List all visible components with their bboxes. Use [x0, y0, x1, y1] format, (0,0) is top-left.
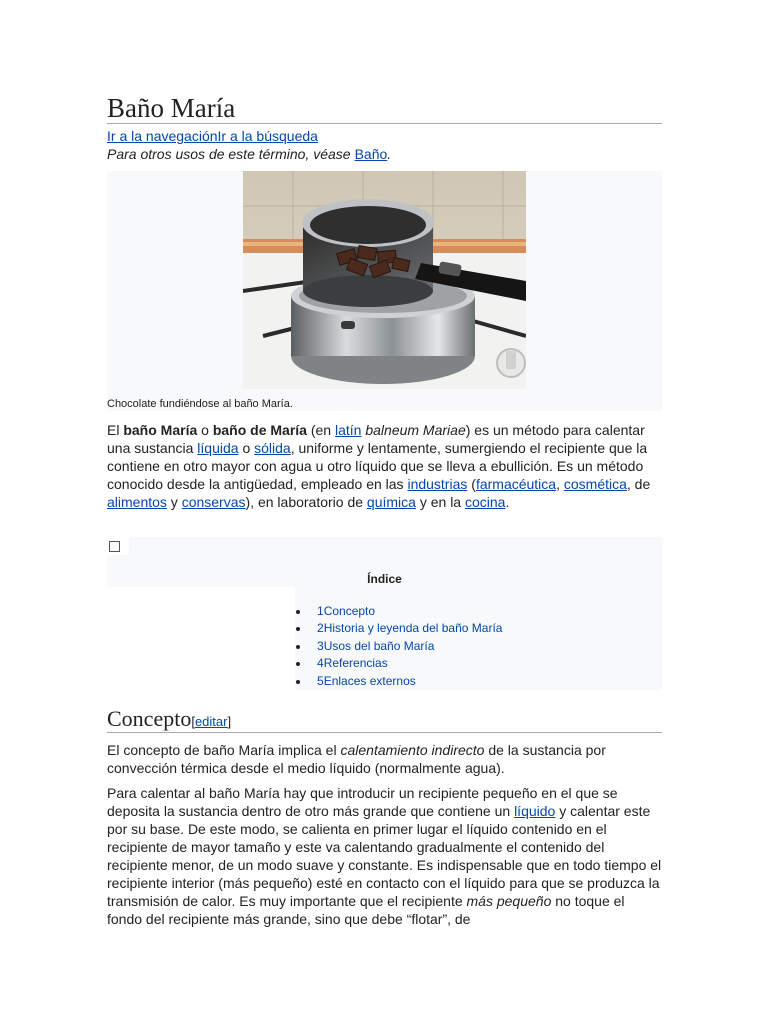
link-quimica[interactable]: química: [366, 494, 416, 510]
edit-link[interactable]: editar: [194, 714, 228, 729]
text: Para calentar al baño María hay que introducir un recipiente pequeño en el que se deposita la sustancia dentro de otro más grande que contiene un: [107, 785, 618, 819]
toc-number: 3: [317, 638, 324, 653]
hatnote-link[interactable]: Baño: [354, 146, 388, 162]
text: y calentar este por su base. De este modo, se calienta en primer lugar el líquido contenido en el recipiente de mayor tamaño y este va calentando gradualmente el contenido del recipiente menor, de un modo suave y constante. Es indispensable que en todo tiempo el recipiente interior (más pequeño) esté en contacto con el líquido para que se produzca la transmisión de calor. Es muy importante que el recipiente: [107, 803, 662, 909]
section-edit: [191, 714, 231, 729]
chocolate-double-boiler-photo[interactable]: [243, 171, 526, 389]
hatnote-text: Para otros usos de este término, véase: [107, 146, 351, 162]
toc-item-enlaces[interactable]: [295, 673, 502, 690]
toc-number: 4: [317, 656, 324, 671]
toc-toggle[interactable]: [107, 537, 129, 555]
toc-label[interactable]: Referencias: [323, 656, 388, 671]
toc-label[interactable]: Usos del baño María: [323, 638, 435, 653]
italic-term: calentamiento indirecto: [340, 742, 485, 758]
text: no toque el fondo del recipiente más grande, sino que debe “flotar”, de: [107, 893, 625, 927]
toc-item-referencias[interactable]: [295, 655, 502, 672]
text: (: [467, 476, 476, 492]
toc-number: 2: [317, 621, 324, 636]
edit-bracket: ]: [227, 714, 232, 729]
toc-item-concepto[interactable]: [295, 603, 502, 620]
page-title: Baño María: [107, 92, 662, 124]
jump-to-navigation-link[interactable]: Ir a la navegación: [107, 128, 218, 144]
text: ), en laboratorio de: [245, 494, 367, 510]
toc-title: Índice: [367, 572, 402, 586]
concepto-paragraph-2: [107, 784, 662, 928]
section-heading-concepto: [107, 706, 662, 733]
concepto-paragraph-1: [107, 741, 662, 777]
text: de la sustancia por convección térmica desde el medio líquido (normalmente agua).: [107, 742, 606, 776]
text: El concepto de baño María implica el: [107, 742, 341, 758]
bold-term: baño de María: [212, 422, 307, 438]
text: y: [166, 494, 182, 510]
link-cocina[interactable]: cocina: [464, 494, 506, 510]
italic-term: más pequeño: [466, 893, 552, 909]
link-farmaceutica[interactable]: farmacéutica: [475, 476, 557, 492]
bold-term: baño María: [123, 422, 198, 438]
jump-links: [107, 128, 318, 145]
link-conservas[interactable]: conservas: [181, 494, 246, 510]
link-cosmetica[interactable]: cosmética: [563, 476, 627, 492]
text: ) es un método para calentar una sustancia: [107, 422, 645, 456]
toc-label[interactable]: Enlaces externos: [323, 673, 416, 688]
link-alimentos[interactable]: alimentos: [107, 494, 167, 510]
text: , uniforme y lentamente, sumergiendo el recipiente que la contiene en otro mayor con agua u otro líquido que se lleva a ebullición. Es un método conocido desde la antigüedad, empleado en las: [107, 440, 648, 492]
figure-caption: Chocolate fundiéndose al baño María.: [107, 398, 293, 410]
hatnote-end: .: [387, 146, 392, 162]
text: o: [238, 440, 255, 456]
text: y en la: [415, 494, 465, 510]
section-heading-text: Concepto: [107, 706, 192, 731]
toc-item-historia[interactable]: [295, 620, 502, 637]
hatnote: [107, 146, 391, 163]
italic-term: balneum Mariae: [365, 422, 466, 438]
link-liquida[interactable]: líquida: [197, 440, 239, 456]
text: ,: [556, 476, 564, 492]
toc-number: 5: [317, 673, 324, 688]
figure: [107, 171, 662, 411]
toc-item-usos[interactable]: [295, 638, 502, 655]
toc-list: [295, 603, 502, 690]
text: El: [107, 422, 124, 438]
toc-blank-area: [107, 587, 295, 690]
toc-label[interactable]: Historia y leyenda del baño María: [323, 621, 503, 636]
intro-paragraph: [107, 421, 662, 511]
text: , de: [626, 476, 651, 492]
link-liquido[interactable]: líquido: [514, 803, 556, 819]
link-solida[interactable]: sólida: [254, 440, 291, 456]
table-of-contents: [107, 537, 662, 690]
text: .: [505, 494, 510, 510]
link-latin[interactable]: latín: [334, 422, 362, 438]
toc-number: 1: [317, 604, 324, 618]
link-industrias[interactable]: industrias: [407, 476, 468, 492]
edit-bracket: [: [191, 714, 195, 729]
photo-illustration: [243, 171, 526, 389]
toc-label[interactable]: Concepto: [323, 604, 376, 618]
jump-to-search-link[interactable]: Ir a la búsqueda: [217, 128, 318, 144]
text: (en: [306, 422, 335, 438]
toc-checkbox-icon[interactable]: [109, 541, 120, 552]
text: o: [197, 422, 213, 438]
